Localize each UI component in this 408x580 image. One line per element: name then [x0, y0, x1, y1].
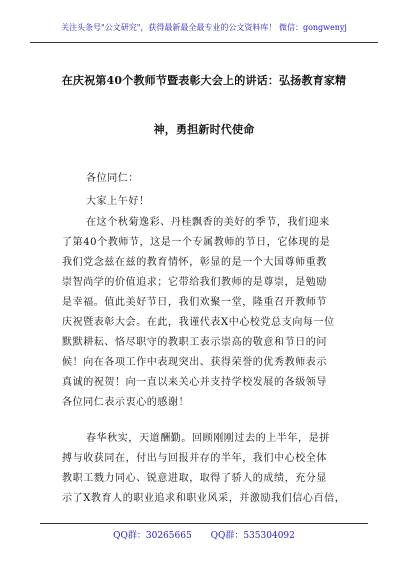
paragraph-line: 真诚的祝贺！向一直以来关心并支持学校发展的各级领导: [62, 377, 327, 388]
footer-divider: [40, 523, 368, 524]
greeting: 大家上午好！: [86, 196, 150, 207]
paragraph-line: 各位同仁表示衷心的感谢！: [62, 397, 190, 408]
paragraph-line: 是幸福。值此美好节日，我们欢聚一堂，隆重召开教师节: [62, 297, 327, 308]
paragraph-1: [62, 213, 352, 413]
paragraph-line: 搏与收获同在，付出与回报并存的半年，我们中心校全体: [62, 453, 327, 464]
paragraph-line: 教职工戮力同心、锐意进取，取得了骄人的成绩，充分显: [62, 473, 327, 484]
paragraph-line: 我们党念兹在兹的教育情怀，彰显的是一个大国尊师重教: [62, 257, 327, 268]
paragraph-line: 默默耕耘、恪尽职守的教职工表示崇高的敬意和节日的问: [62, 337, 327, 348]
salutation: 各位同仁：: [86, 173, 139, 184]
paragraph-line: 在这个秋菊逸彩、丹桂飘香的美好的季节，我们迎来: [86, 217, 330, 228]
footer-qq-group-2: QQ群：535304092: [210, 531, 295, 541]
footer-qq-group-1: QQ群：30265665: [113, 531, 192, 541]
document-title-line-1: 在庆祝第40个教师节暨表彰大会上的讲话：弘扬教育家精: [61, 74, 347, 87]
header-note: 关注头条号"公文研究"，获得最新最全最专业的公文资料库！ 微信：gongwenyj: [61, 23, 347, 32]
paragraph-line: 春华秋实，天道酬勤。回顾刚刚过去的上半年，是拼: [86, 433, 330, 444]
document-title-line-2: 神，勇担新时代使命: [153, 123, 255, 136]
paragraph-line: 庆祝暨表彰大会。在此，我谨代表X中心校党总支向每一位: [62, 317, 335, 328]
paragraph-line: 候！向在各项工作中表现突出、获得荣誉的优秀教师表示: [62, 357, 327, 368]
paragraph-line: 示了X教育人的职业追求和职业风采，并激励我们信心百倍，: [62, 493, 346, 504]
header-divider: [30, 42, 378, 43]
paragraph-line: 崇智尚学的价值追求；它带给我们教师的是尊崇，是勉励: [62, 277, 327, 288]
paragraph-line: 了第40个教师节，这是一个专属教师的节日，它体现的是: [62, 237, 331, 248]
footer: [0, 528, 408, 541]
paragraph-2: [62, 429, 352, 509]
